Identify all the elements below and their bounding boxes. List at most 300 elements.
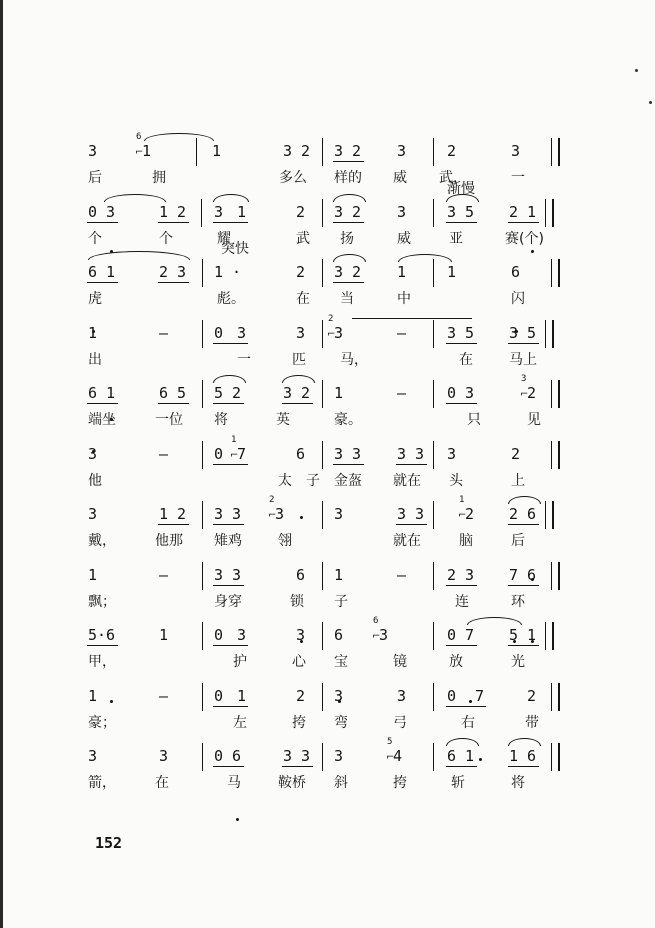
lyric: 心 (292, 654, 306, 670)
lyric: 出 (88, 351, 102, 368)
note: 7 (475, 686, 485, 705)
beam-underline (396, 524, 427, 525)
note: 1 (106, 263, 116, 281)
beam-underline (87, 403, 118, 404)
beam-underline (282, 403, 313, 404)
note: 3 (334, 686, 344, 705)
note: 0 (214, 323, 224, 342)
note: 1 (106, 384, 116, 402)
beam-underline (213, 524, 244, 525)
note: 6 (334, 626, 344, 644)
slur-arc (333, 254, 366, 262)
grace-note: 2 (328, 313, 334, 324)
lyric: 放 (449, 654, 463, 670)
note: 3 (397, 202, 407, 221)
note: 1 (88, 686, 98, 705)
note: 3 (296, 626, 306, 644)
beam-underline (333, 464, 364, 465)
note: 3 (334, 263, 344, 281)
note: — (397, 323, 407, 342)
lyric: 他那 (155, 533, 183, 549)
lyric: 将 (511, 775, 525, 791)
lyric: 箭， (88, 775, 116, 791)
grace-tail-icon: ⌐ (458, 510, 467, 521)
note: 3 (379, 626, 389, 644)
tempo-mark: 渐慢 (447, 180, 475, 197)
grace-tail-icon: ⌐ (135, 147, 144, 158)
lyric: 鞍桥 (278, 775, 306, 791)
note: 0 (214, 444, 224, 463)
note: 2 (527, 384, 537, 402)
note: 3 (214, 565, 224, 584)
lyric: 戴， (88, 533, 116, 549)
note: 1 (397, 263, 407, 281)
note: 0 (214, 747, 224, 765)
lyric: 拥 (152, 170, 166, 186)
lyric: 挎 (393, 775, 407, 791)
lyric: 当 (340, 291, 354, 307)
lyric: 斩 (451, 775, 465, 791)
beam-underline (508, 585, 539, 586)
lyric: 样的 (334, 170, 362, 186)
barline (322, 743, 323, 771)
note: 3 (296, 323, 306, 342)
note: 1 (509, 747, 519, 765)
lyric: 闪 (511, 291, 525, 307)
beam-underline (333, 161, 364, 162)
note: 3 (415, 505, 425, 523)
lyric: 多么 (279, 170, 307, 186)
lyric: 挎 (292, 714, 306, 731)
octave-dot (469, 700, 472, 703)
lyric: 只 (467, 412, 481, 428)
note: 7 (237, 444, 247, 463)
lyric: 太 (278, 472, 292, 489)
barline (433, 501, 434, 529)
grace-tail-icon: ⌐ (520, 389, 529, 400)
lyric: 斜 (334, 775, 348, 791)
note: 3 (352, 444, 362, 463)
lyric: 上 (511, 472, 525, 489)
lyric: 就在 (393, 533, 421, 549)
beam-underline (333, 282, 364, 283)
beam-underline (508, 222, 539, 223)
barline (202, 320, 203, 348)
note: 6 (88, 384, 98, 402)
grace-tail-icon: ⌐ (372, 631, 381, 642)
barline (433, 562, 434, 590)
lyric: 环 (511, 593, 525, 610)
beam-underline (87, 222, 118, 223)
note: 2 (527, 686, 537, 705)
lyric: 亚 (449, 230, 463, 247)
lyric: 在 (459, 351, 473, 368)
note: 5 (465, 202, 475, 221)
note: 2 (352, 263, 362, 281)
slur-arc (508, 496, 541, 504)
grace-note: 2 (269, 495, 275, 505)
note: 7 (465, 626, 475, 644)
note: 5 (509, 626, 519, 644)
note: · (97, 626, 107, 644)
beam-underline (446, 766, 477, 767)
note: 3 (397, 505, 407, 523)
note: 2 (296, 202, 306, 221)
grace-tail-icon: ⌐ (268, 510, 277, 521)
beam-underline (508, 766, 539, 767)
barline (202, 441, 203, 469)
barline (202, 501, 203, 529)
beam-underline (87, 645, 118, 646)
note: 3 (465, 565, 475, 584)
note: 0 (447, 384, 457, 402)
note: 3 (334, 747, 344, 765)
note: 3 (334, 505, 344, 523)
barline (433, 199, 434, 227)
barline (322, 622, 323, 650)
barline (202, 683, 203, 711)
note: 3 (214, 505, 224, 523)
note: 0 (447, 686, 457, 705)
note: 3 (88, 444, 98, 463)
end-barline (545, 320, 554, 348)
note: 2 (352, 142, 362, 160)
beam-underline (446, 645, 477, 646)
lyric: 在 (296, 291, 310, 307)
lyric: 彪。 (217, 291, 245, 307)
note: 6 (232, 747, 242, 765)
note: 3 (334, 202, 344, 221)
note: 2 (301, 142, 311, 160)
lyric: 头 (449, 472, 463, 489)
beam-underline (158, 282, 189, 283)
note: 3 (447, 202, 457, 221)
note: 3 (283, 747, 293, 765)
note: 6 (511, 263, 521, 281)
beam-underline (396, 464, 427, 465)
barline (202, 259, 203, 287)
lyric: 一 (511, 170, 525, 186)
note: 1 (447, 263, 457, 281)
lyric: 后 (511, 533, 525, 549)
note: 3 (511, 142, 521, 160)
note: 3 (106, 202, 116, 221)
barline (322, 380, 323, 408)
lyric: 耀 (217, 230, 231, 247)
note: 1 (237, 686, 247, 705)
note: 1 (527, 202, 537, 221)
beam-underline (333, 222, 364, 223)
note: — (159, 565, 169, 584)
barline (322, 199, 323, 227)
grace-note: 1 (231, 434, 237, 445)
note: 6 (527, 747, 537, 765)
lyric: 个 (159, 230, 173, 247)
note: 3 (214, 202, 224, 221)
note: 1 (334, 384, 344, 402)
slur-arc (282, 375, 315, 383)
barline (202, 380, 203, 408)
beam-underline (213, 222, 248, 223)
lyric: 子 (306, 472, 320, 489)
note: 6 (106, 626, 116, 644)
barline (322, 320, 323, 348)
note: 2 (509, 505, 519, 523)
grace-note: 1 (459, 495, 465, 505)
grace-note: 6 (373, 616, 379, 626)
note: 3 (334, 444, 344, 463)
beam-underline (446, 585, 477, 586)
note: 0 (214, 626, 224, 644)
lyric: 护 (233, 654, 247, 670)
lyric: 连 (455, 593, 469, 610)
lyric: 见 (527, 412, 541, 428)
slur-arc (104, 194, 166, 202)
note: — (159, 686, 169, 705)
barline (433, 441, 434, 469)
barline (433, 743, 434, 771)
barline (322, 441, 323, 469)
end-barline (551, 683, 560, 711)
note: 1 (465, 747, 475, 765)
note: 4 (393, 747, 403, 765)
tempo-mark: 突快 (221, 241, 249, 257)
note: 1 (212, 142, 222, 160)
note: 2 (447, 565, 457, 584)
grace-note: 3 (521, 374, 527, 384)
note: 1 (334, 565, 344, 584)
note: 3 (415, 444, 425, 463)
note: 3 (177, 263, 187, 281)
note: 1 (159, 202, 169, 221)
lyric: 锁 (290, 593, 304, 610)
note: 2 (447, 142, 457, 160)
lyric: 马 (227, 775, 241, 791)
lyric: 中 (397, 291, 411, 307)
lyric: 右 (461, 714, 475, 731)
note: 1 (88, 323, 98, 342)
slur-arc (508, 738, 541, 746)
slur-arc (333, 194, 366, 202)
note: 3 (232, 505, 242, 523)
note: 1 · (214, 263, 242, 281)
lyric: 弓 (393, 714, 407, 731)
note: 3 (397, 444, 407, 463)
tie-arc (88, 251, 190, 260)
grace-note: 6 (136, 132, 142, 142)
lyric: 马， (340, 351, 368, 368)
barline (322, 501, 323, 529)
note: 3 (88, 505, 98, 523)
slur-arc (213, 194, 249, 202)
note: 2 (296, 686, 306, 705)
barline (322, 562, 323, 590)
note: 0 (214, 686, 224, 705)
note: 3 (275, 505, 285, 523)
note: 0 (447, 626, 457, 644)
grace-tail-icon: ⌐ (386, 752, 395, 763)
barline (322, 683, 323, 711)
note: 2 (465, 505, 475, 523)
slur-arc (213, 375, 246, 383)
note: 3 (465, 384, 475, 402)
note: 2 (352, 202, 362, 221)
slur-arc (467, 617, 522, 625)
beam-underline (158, 222, 189, 223)
lyric: 豪； (88, 714, 116, 731)
lyric: 马上 (509, 351, 537, 368)
end-barline (551, 743, 560, 771)
lyric: 匹 (292, 351, 306, 368)
barline (322, 259, 323, 287)
note: 2 (301, 384, 311, 402)
lyric: 宝 (334, 654, 348, 670)
end-barline (551, 138, 560, 166)
note: 3 (283, 142, 293, 160)
note: 2 (177, 202, 187, 221)
beam-underline (508, 524, 539, 525)
rule-line (352, 318, 472, 319)
note: 6 (447, 747, 457, 765)
slur-arc (398, 254, 452, 262)
barline (433, 259, 434, 287)
lyric: 身穿 (214, 593, 242, 610)
beam-underline (87, 282, 118, 283)
note: 1 (88, 565, 98, 584)
beam-underline (213, 343, 248, 344)
note: 3 (397, 686, 407, 705)
note: 1 (237, 202, 247, 221)
octave-dot (300, 516, 303, 519)
beam-underline (213, 403, 244, 404)
lyric: 飘； (88, 593, 116, 610)
lyric: 子 (334, 593, 348, 610)
note: 1 (159, 505, 169, 523)
note: 6 (296, 565, 306, 584)
lyric: 光 (511, 654, 525, 670)
lyric: 武 (296, 230, 310, 247)
note: 7 (509, 565, 519, 584)
lyric: 就在 (393, 472, 421, 489)
lyric: 个 (88, 230, 102, 247)
note: 6 (159, 384, 169, 402)
note: 5 (214, 384, 224, 402)
note: 3 (334, 142, 344, 160)
note: 0 (88, 202, 98, 221)
end-barline (551, 441, 560, 469)
lyric: 扬 (340, 230, 354, 247)
note: 5 (465, 323, 475, 342)
note: — (397, 565, 407, 584)
barline (433, 380, 434, 408)
lyric: 弯 (334, 714, 348, 731)
note: 3 (237, 323, 247, 342)
lyric: 脑 (459, 533, 473, 549)
slur-arc (144, 133, 214, 141)
note: 1 (527, 626, 537, 644)
barline (433, 138, 434, 166)
octave-dot (479, 758, 482, 761)
barline (202, 622, 203, 650)
note: 2 (177, 505, 187, 523)
beam-underline (213, 706, 248, 707)
lyric: 甲， (88, 654, 116, 670)
note: 5 (527, 323, 537, 342)
lyric: 翎 (278, 533, 292, 549)
end-barline (551, 562, 560, 590)
note: 2 (159, 263, 169, 281)
note: 3 (301, 747, 311, 765)
lyric: 英 (276, 412, 290, 428)
note: 6 (527, 565, 537, 584)
end-barline (545, 199, 554, 227)
octave-dot (531, 250, 534, 253)
octave-dot (236, 818, 239, 821)
lyric: 赛(个) (505, 230, 544, 247)
beam-underline (213, 645, 248, 646)
beam-underline (446, 403, 477, 404)
beam-underline (213, 464, 248, 465)
lyric: 威 (393, 170, 407, 186)
beam-underline (213, 585, 244, 586)
lyric: 豪。 (334, 412, 362, 428)
barline (202, 743, 203, 771)
note: — (159, 323, 169, 342)
lyric: 武， (439, 170, 467, 186)
note: — (397, 384, 407, 402)
note: 3 (88, 747, 98, 765)
note: 3 (159, 747, 169, 765)
lyric: 一 (237, 351, 251, 368)
note: 2 (509, 202, 519, 221)
lyric: 雉鸡 (214, 533, 242, 549)
note: 3 (232, 565, 242, 584)
octave-dot (110, 700, 113, 703)
end-barline (545, 501, 554, 529)
note: 5 (177, 384, 187, 402)
note: 2 (296, 263, 306, 281)
note: 3 (447, 444, 457, 463)
lyric: 虎 (88, 291, 102, 307)
grace-tail-icon: ⌐ (230, 449, 239, 461)
note: 3 (283, 384, 293, 402)
beam-underline (158, 524, 189, 525)
note: 3 (88, 142, 98, 160)
note: 6 (296, 444, 306, 463)
lyric: 他 (88, 472, 102, 489)
beam-underline (446, 222, 477, 223)
grace-tail-icon: ⌐ (327, 328, 336, 340)
note: 1 (159, 626, 169, 644)
lyric: 金盔 (334, 472, 362, 489)
lyric: 在 (155, 775, 169, 791)
beam-underline (282, 766, 313, 767)
end-barline (551, 380, 560, 408)
barline (202, 562, 203, 590)
slur-arc (446, 738, 479, 746)
beam-underline (508, 645, 539, 646)
note: 2 (511, 444, 521, 463)
barline (433, 683, 434, 711)
note: 2 (232, 384, 242, 402)
page-number: 152 (95, 834, 123, 852)
barline (433, 320, 434, 348)
note: — (159, 444, 169, 463)
lyric: 镜 (393, 654, 407, 670)
end-barline (545, 622, 554, 650)
note: 3 (397, 142, 407, 160)
note: 6 (88, 263, 98, 281)
